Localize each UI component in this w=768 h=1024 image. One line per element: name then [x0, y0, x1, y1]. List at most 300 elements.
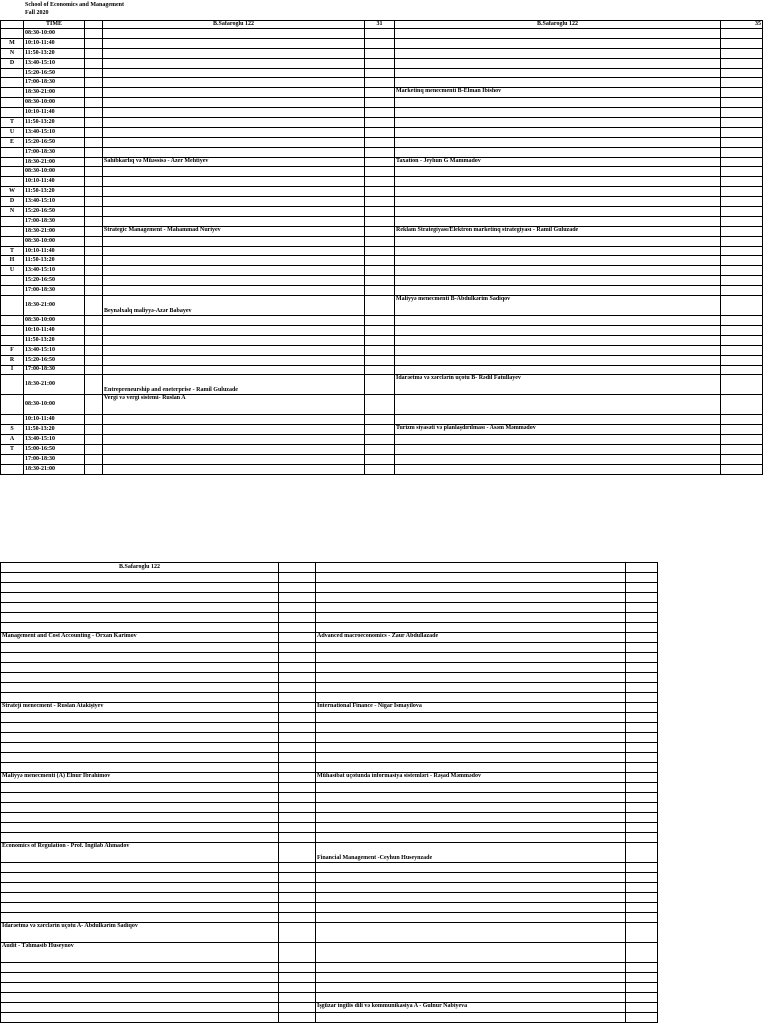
- capacity-cell: [721, 335, 763, 345]
- course-cell-room-b: [395, 78, 721, 88]
- capacity-cell: [365, 335, 395, 345]
- course-cell-left: [1, 653, 279, 663]
- course-cell-right: [316, 993, 626, 1003]
- course-cell-room-a: [103, 197, 365, 207]
- empty-cell: [85, 38, 103, 48]
- time-slot-cell: 10:10-11:40: [24, 108, 85, 118]
- day-letter-cell: A: [1, 435, 24, 445]
- day-letter-cell: U: [1, 266, 24, 276]
- capacity-cell: [721, 127, 763, 137]
- capacity-cell: [279, 613, 316, 623]
- capacity-cell: [279, 703, 316, 713]
- course-cell-right: [316, 1013, 626, 1023]
- capacity-cell: [626, 753, 658, 763]
- empty-cell: [85, 187, 103, 197]
- capacity-cell: [721, 38, 763, 48]
- time-slot-cell: 13:40-15:10: [24, 127, 85, 137]
- table-row: [1, 823, 658, 833]
- blank-header-cell: [85, 21, 103, 29]
- day-letter-cell: [1, 415, 24, 425]
- capacity-cell: [365, 147, 395, 157]
- course-cell-room-b: [395, 236, 721, 246]
- time-slot-cell: 08:30-10:00: [24, 29, 85, 39]
- day-letter-cell: [1, 316, 24, 326]
- capacity-cell: [721, 58, 763, 68]
- time-slot-cell: 17:00-18:30: [24, 216, 85, 226]
- day-letter-cell: [1, 147, 24, 157]
- day-letter-cell: [1, 276, 24, 286]
- time-slot-cell: 11:50-13:20: [24, 335, 85, 345]
- capacity-b-header: 35: [721, 21, 763, 29]
- capacity-cell: [721, 276, 763, 286]
- capacity-cell: [365, 464, 395, 474]
- course-cell-left: [1, 963, 279, 973]
- day-letter-cell: W: [1, 187, 24, 197]
- school-name: School of Economics and Management: [25, 2, 124, 8]
- capacity-cell: [279, 1013, 316, 1023]
- capacity-cell: [365, 395, 395, 415]
- capacity-cell: [365, 365, 395, 375]
- capacity-cell: [279, 743, 316, 753]
- table-row: [1, 286, 763, 296]
- capacity-cell: [279, 603, 316, 613]
- empty-cell: [85, 286, 103, 296]
- course-cell-room-a: [103, 435, 365, 445]
- capacity-cell: [279, 623, 316, 633]
- course-cell-right: [316, 973, 626, 983]
- capacity-cell: [279, 643, 316, 653]
- day-letter-cell: [1, 68, 24, 78]
- capacity-cell: [626, 733, 658, 743]
- course-cell-room-a: [103, 29, 365, 39]
- course-cell-room-a: [103, 147, 365, 157]
- day-header-cell: [1, 21, 24, 29]
- table-row: [1, 753, 658, 763]
- capacity-cell: [721, 355, 763, 365]
- time-slot-cell: 15:20-16:50: [24, 137, 85, 147]
- capacity-cell: [721, 345, 763, 355]
- course-cell-room-b: [395, 276, 721, 286]
- capacity-cell: [626, 873, 658, 883]
- time-slot-cell: 17:00-18:30: [24, 454, 85, 464]
- table-row: [1, 963, 658, 973]
- empty-cell: [85, 296, 103, 316]
- table-row: [1, 118, 763, 128]
- capacity-cell: [365, 375, 395, 395]
- course-cell-right: [316, 913, 626, 923]
- course-cell-right: [316, 693, 626, 703]
- table-row: [1, 197, 763, 207]
- empty-cell: [85, 316, 103, 326]
- capacity-cell: [721, 395, 763, 415]
- course-cell-left: [1, 753, 279, 763]
- day-letter-cell: T: [1, 246, 24, 256]
- table-row: [1, 713, 658, 723]
- course-cell-right: International Finance - Nigar Ismayilova: [316, 703, 626, 713]
- table-row: [1, 177, 763, 187]
- capacity-cell: [721, 246, 763, 256]
- course-cell-room-b: [395, 286, 721, 296]
- room-a-header: B.Safaroglu 122: [103, 21, 365, 29]
- capacity-cell: [626, 773, 658, 783]
- capacity-cell: [626, 993, 658, 1003]
- course-cell-left: Maliyyə menecmenti (A) Elnur İbrahimov: [1, 773, 279, 783]
- empty-cell: [85, 365, 103, 375]
- course-cell-left: [1, 863, 279, 873]
- capacity-cell: [365, 296, 395, 316]
- capacity-a-header: 31: [365, 21, 395, 29]
- course-cell-right: [316, 573, 626, 583]
- time-slot-cell: 15:20-16:50: [24, 207, 85, 217]
- course-cell-left: [1, 743, 279, 753]
- blank-header-cell: [626, 563, 658, 573]
- course-cell-room-b: [395, 395, 721, 415]
- capacity-cell: [365, 236, 395, 246]
- empty-cell: [85, 177, 103, 187]
- table-row: [1, 783, 658, 793]
- capacity-cell: [279, 683, 316, 693]
- course-cell-left: [1, 673, 279, 683]
- time-slot-cell: 17:00-18:30: [24, 286, 85, 296]
- capacity-cell: [721, 108, 763, 118]
- course-cell-room-a: [103, 325, 365, 335]
- capacity-cell: [279, 983, 316, 993]
- course-cell-left: [1, 803, 279, 813]
- table-row: [1, 157, 763, 167]
- table-row: [1, 923, 658, 943]
- capacity-cell: [279, 663, 316, 673]
- course-cell-room-a: Sahibkarlıq və Müəssisə - Azer Mehtiyev: [103, 157, 365, 167]
- course-cell-room-b: [395, 38, 721, 48]
- course-cell-left: [1, 833, 279, 843]
- course-cell-right: [316, 683, 626, 693]
- day-letter-cell: [1, 236, 24, 246]
- course-cell-left: [1, 993, 279, 1003]
- time-slot-cell: 18:30-21:00: [24, 375, 85, 395]
- capacity-cell: [365, 207, 395, 217]
- table-row: [1, 813, 658, 823]
- course-cell-room-a: [103, 246, 365, 256]
- course-cell-left: [1, 983, 279, 993]
- capacity-cell: [721, 137, 763, 147]
- capacity-cell: [279, 883, 316, 893]
- capacity-cell: [721, 147, 763, 157]
- course-cell-right: [316, 863, 626, 873]
- day-letter-cell: [1, 78, 24, 88]
- course-cell-room-a: [103, 187, 365, 197]
- course-cell-left: [1, 643, 279, 653]
- table-row: [1, 1013, 658, 1023]
- course-cell-right: [316, 803, 626, 813]
- empty-cell: [85, 335, 103, 345]
- course-cell-right: [316, 923, 626, 943]
- course-cell-left: [1, 623, 279, 633]
- capacity-cell: [365, 415, 395, 425]
- table-row: [1, 743, 658, 753]
- day-letter-cell: [1, 335, 24, 345]
- table-row: [1, 593, 658, 603]
- time-slot-cell: 08:30-10:00: [24, 236, 85, 246]
- day-letter-cell: N: [1, 207, 24, 217]
- course-cell-room-b: [395, 355, 721, 365]
- capacity-cell: [279, 863, 316, 873]
- capacity-cell: [626, 593, 658, 603]
- empty-cell: [85, 415, 103, 425]
- capacity-cell: [721, 425, 763, 435]
- course-cell-left: [1, 873, 279, 883]
- capacity-cell: [365, 58, 395, 68]
- table-row: [1, 983, 658, 993]
- capacity-cell: [365, 137, 395, 147]
- empty-cell: [85, 157, 103, 167]
- empty-cell: [85, 197, 103, 207]
- course-cell-room-a: Vergi və vergi sistemi- Ruslan A: [103, 395, 365, 415]
- capacity-cell: [279, 1003, 316, 1013]
- capacity-cell: [626, 713, 658, 723]
- course-cell-room-a: [103, 276, 365, 286]
- table-row: [1, 723, 658, 733]
- capacity-cell: [721, 325, 763, 335]
- time-slot-cell: 10:10-11:40: [24, 177, 85, 187]
- capacity-cell: [365, 38, 395, 48]
- course-cell-room-b: Idarəetmə və xərclərin uçotu B- Rədil Fatullayev: [395, 375, 721, 395]
- table-row: [1, 365, 763, 375]
- course-cell-right: [316, 873, 626, 883]
- course-cell-right: [316, 823, 626, 833]
- capacity-cell: [626, 703, 658, 713]
- capacity-cell: [279, 843, 316, 863]
- capacity-cell: [365, 68, 395, 78]
- time-slot-cell: 11:50-13:20: [24, 187, 85, 197]
- table-header-row: [1, 563, 658, 573]
- capacity-cell: [279, 583, 316, 593]
- day-letter-cell: [1, 395, 24, 415]
- capacity-cell: [721, 167, 763, 177]
- course-cell-right: [316, 893, 626, 903]
- course-cell-right: İşgüzar ingilis dili və kommunikasiya A - Gulnur Nabiyeva: [316, 1003, 626, 1013]
- course-cell-room-b: [395, 29, 721, 39]
- time-slot-cell: 18:30-21:00: [24, 157, 85, 167]
- capacity-cell: [365, 425, 395, 435]
- course-cell-room-b: [395, 58, 721, 68]
- capacity-cell: [721, 316, 763, 326]
- day-letter-cell: [1, 296, 24, 316]
- empty-cell: [85, 58, 103, 68]
- day-letter-cell: [1, 226, 24, 236]
- empty-cell: [85, 435, 103, 445]
- course-cell-room-b: [395, 445, 721, 455]
- course-cell-room-a: [103, 207, 365, 217]
- capacity-cell: [626, 883, 658, 893]
- capacity-cell: [365, 355, 395, 365]
- time-slot-cell: 13:40-15:10: [24, 58, 85, 68]
- capacity-cell: [721, 286, 763, 296]
- empty-cell: [85, 276, 103, 286]
- time-slot-cell: 13:40-15:10: [24, 345, 85, 355]
- capacity-cell: [626, 923, 658, 943]
- table-row: [1, 137, 763, 147]
- term-label: Fall 2020: [25, 10, 49, 16]
- capacity-cell: [626, 573, 658, 583]
- time-slot-cell: 13:40-15:10: [24, 435, 85, 445]
- table-header-row: [1, 21, 763, 29]
- course-cell-room-b: [395, 335, 721, 345]
- table-row: [1, 276, 763, 286]
- capacity-cell: [279, 803, 316, 813]
- course-cell-left: [1, 913, 279, 923]
- capacity-cell: [626, 793, 658, 803]
- table-row: [1, 127, 763, 137]
- time-slot-cell: 17:00-18:30: [24, 365, 85, 375]
- empty-cell: [85, 345, 103, 355]
- capacity-cell: [279, 733, 316, 743]
- course-cell-room-a: [103, 316, 365, 326]
- capacity-cell: [279, 923, 316, 943]
- capacity-cell: [721, 365, 763, 375]
- capacity-cell: [365, 88, 395, 98]
- empty-cell: [85, 445, 103, 455]
- course-cell-room-a: [103, 425, 365, 435]
- course-cell-room-a: [103, 68, 365, 78]
- table-row: [1, 1003, 658, 1013]
- course-cell-room-a: [103, 38, 365, 48]
- table-row: [1, 167, 763, 177]
- course-cell-right: [316, 713, 626, 723]
- course-cell-room-a: [103, 335, 365, 345]
- course-cell-room-b: [395, 187, 721, 197]
- table-row: [1, 803, 658, 813]
- day-letter-cell: N: [1, 48, 24, 58]
- capacity-cell: [365, 345, 395, 355]
- table-row: [1, 88, 763, 98]
- course-cell-room-a: [103, 127, 365, 137]
- capacity-cell: [721, 454, 763, 464]
- day-letter-cell: I: [1, 365, 24, 375]
- time-slot-cell: 15:20-16:50: [24, 276, 85, 286]
- table-row: [1, 395, 763, 415]
- capacity-cell: [365, 435, 395, 445]
- empty-cell: [85, 29, 103, 39]
- course-cell-room-b: [395, 266, 721, 276]
- table-row: [1, 673, 658, 683]
- day-letter-cell: [1, 464, 24, 474]
- capacity-cell: [721, 197, 763, 207]
- course-cell-room-a: [103, 256, 365, 266]
- day-letter-cell: [1, 325, 24, 335]
- time-slot-cell: 08:30-10:00: [24, 316, 85, 326]
- table-row: [1, 993, 658, 1003]
- time-slot-cell: 18:30-21:00: [24, 296, 85, 316]
- empty-cell: [85, 226, 103, 236]
- empty-cell: [85, 167, 103, 177]
- course-cell-room-b: [395, 207, 721, 217]
- course-cell-right: [316, 643, 626, 653]
- course-cell-room-b: [395, 147, 721, 157]
- course-cell-right: [316, 783, 626, 793]
- day-letter-cell: R: [1, 355, 24, 365]
- table-row: [1, 693, 658, 703]
- capacity-cell: [365, 177, 395, 187]
- time-slot-cell: 11:50-13:20: [24, 425, 85, 435]
- course-cell-left: [1, 1003, 279, 1013]
- course-cell-room-a: [103, 88, 365, 98]
- capacity-cell: [721, 226, 763, 236]
- table-row: [1, 48, 763, 58]
- course-cell-room-b: [395, 345, 721, 355]
- capacity-cell: [279, 753, 316, 763]
- course-cell-room-b: [395, 415, 721, 425]
- day-letter-cell: [1, 157, 24, 167]
- time-slot-cell: 08:30-10:00: [24, 167, 85, 177]
- capacity-cell: [279, 793, 316, 803]
- course-cell-left: [1, 903, 279, 913]
- course-cell-right: [316, 613, 626, 623]
- table-row: [1, 187, 763, 197]
- course-cell-right: [316, 653, 626, 663]
- capacity-cell: [279, 633, 316, 643]
- course-cell-left: [1, 603, 279, 613]
- empty-cell: [85, 246, 103, 256]
- course-cell-left: [1, 573, 279, 583]
- table-row: [1, 316, 763, 326]
- course-cell-left: [1, 723, 279, 733]
- time-slot-cell: 15:20-16:50: [24, 355, 85, 365]
- table-row: [1, 108, 763, 118]
- course-cell-room-a: [103, 137, 365, 147]
- time-slot-cell: 17:00-18:30: [24, 78, 85, 88]
- capacity-cell: [626, 653, 658, 663]
- course-cell-right: [316, 583, 626, 593]
- capacity-cell: [279, 963, 316, 973]
- time-slot-cell: 08:30-10:00: [24, 395, 85, 415]
- empty-cell: [85, 137, 103, 147]
- course-cell-room-b: [395, 98, 721, 108]
- day-letter-cell: [1, 375, 24, 395]
- capacity-cell: [721, 375, 763, 395]
- capacity-cell: [626, 723, 658, 733]
- capacity-cell: [365, 454, 395, 464]
- course-cell-right: [316, 943, 626, 963]
- capacity-cell: [365, 167, 395, 177]
- capacity-cell: [626, 623, 658, 633]
- day-letter-cell: U: [1, 127, 24, 137]
- table-row: [1, 335, 763, 345]
- course-cell-right: [316, 763, 626, 773]
- time-slot-cell: 18:30-21:00: [24, 464, 85, 474]
- course-cell-room-b: Reklam Strategiyası/Elektron marketinq strategiyası - Ramil Guluzade: [395, 226, 721, 236]
- table-row: [1, 833, 658, 843]
- capacity-cell: [721, 68, 763, 78]
- course-cell-left: [1, 893, 279, 903]
- course-cell-room-a: [103, 236, 365, 246]
- capacity-cell: [626, 823, 658, 833]
- course-cell-room-b: Maliyyə menecmenti B-Abdulkərim Sadiqov: [395, 296, 721, 316]
- course-cell-right: [316, 963, 626, 973]
- table-row: [1, 683, 658, 693]
- course-cell-room-b: [395, 118, 721, 128]
- course-cell-room-b: [395, 464, 721, 474]
- day-letter-cell: [1, 88, 24, 98]
- capacity-cell: [365, 256, 395, 266]
- course-cell-left: Idarəetmə və xərclərin uçotu A- Abdulkərim Sadiqov: [1, 923, 279, 943]
- capacity-cell: [626, 893, 658, 903]
- time-slot-cell: 10:10-11:40: [24, 325, 85, 335]
- capacity-cell: [365, 48, 395, 58]
- course-cell-left: [1, 793, 279, 803]
- course-cell-right: [316, 833, 626, 843]
- capacity-cell: [279, 813, 316, 823]
- capacity-cell: [279, 903, 316, 913]
